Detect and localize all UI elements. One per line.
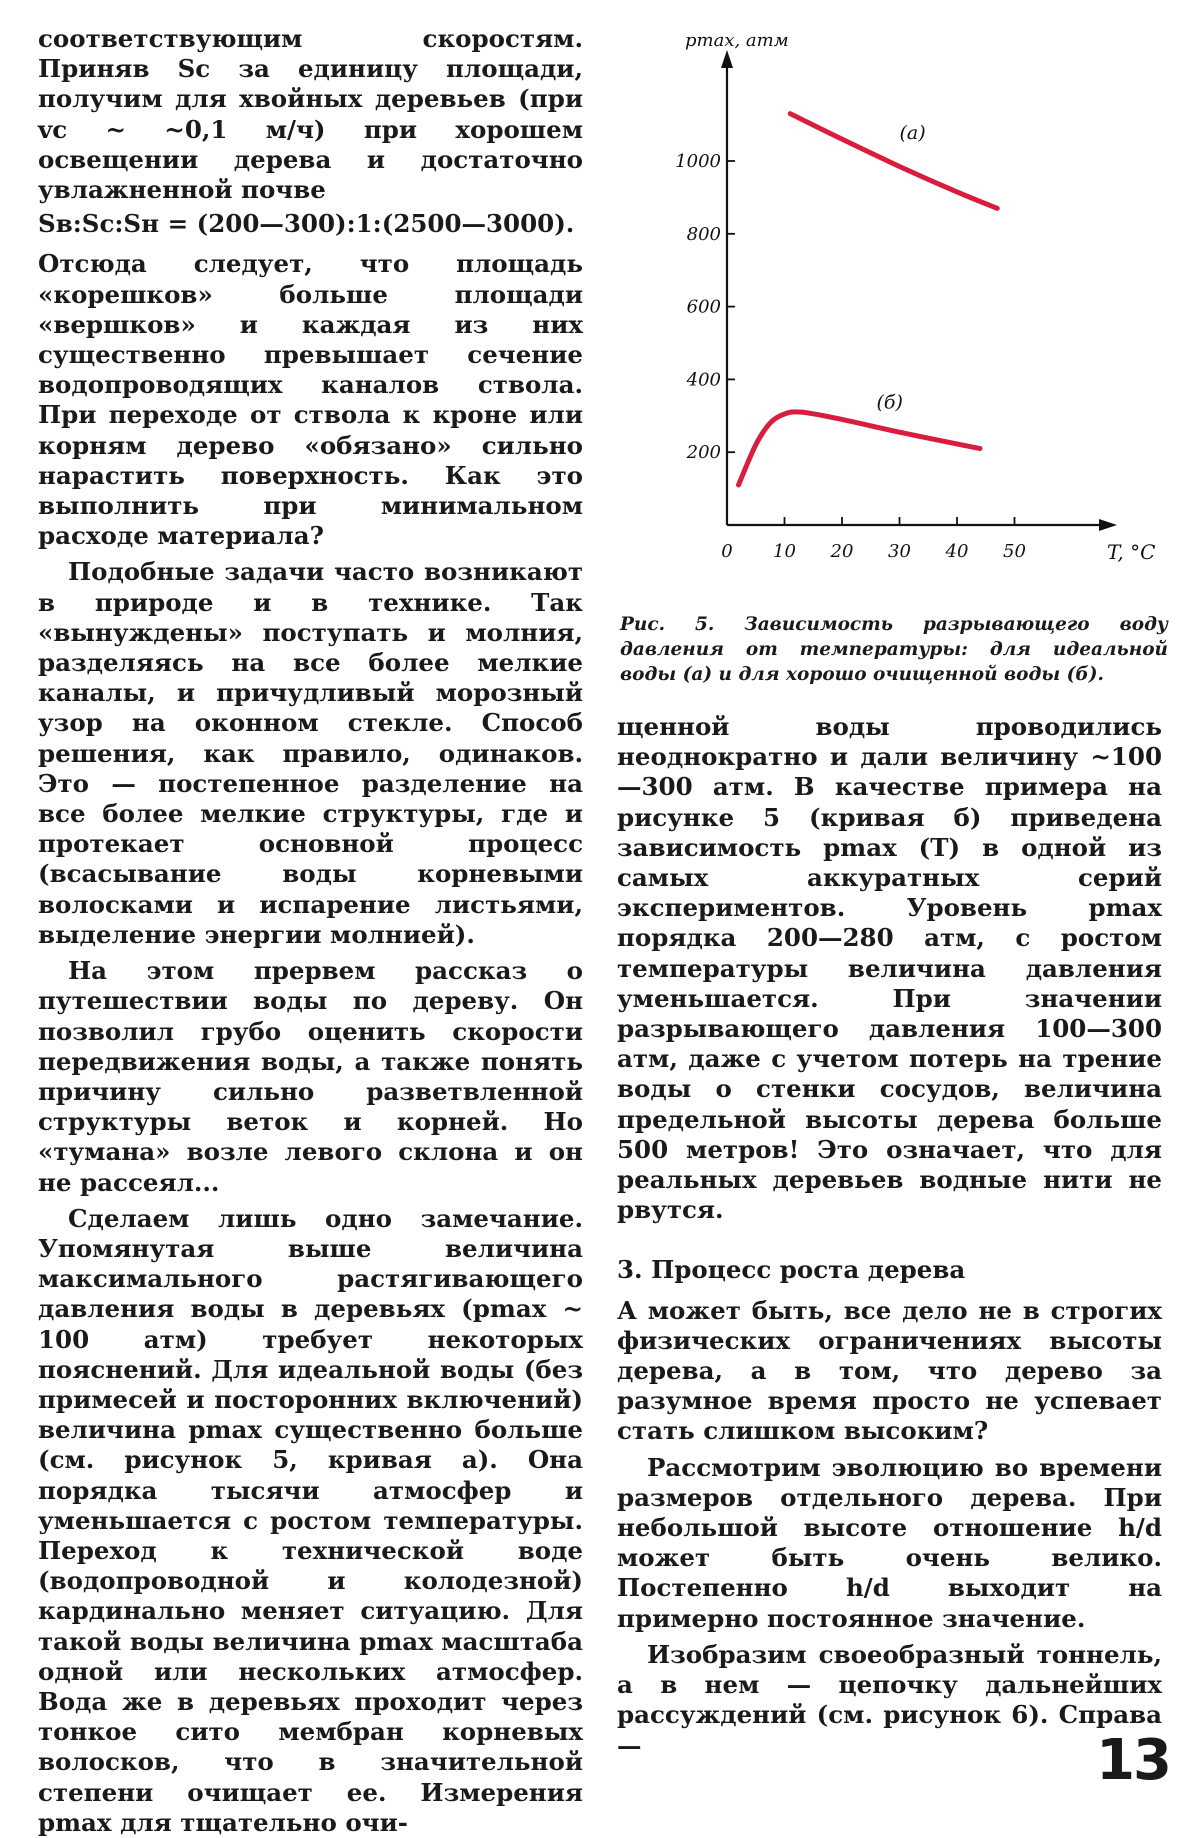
area-ratio-formula: Sв:Sс:Sн = (200—300):1:(2500—3000). xyxy=(38,209,575,239)
left-column xyxy=(38,24,583,1838)
right-paragraph-3: Рассмотрим эволюцию во времени размеров отдельного дерева. При небольшой высоте отношение h/d может быть очень велико. Постепенно h/d выходит на примерно постоянное значение. xyxy=(617,1452,1162,1633)
right-paragraph-2: А может быть, все дело не в строгих физических ограничениях высоты дерева, а в том, что дерево за разумное время просто не успевает стать слишком высоким? xyxy=(617,1295,1162,1446)
figure-5-chart xyxy=(612,20,1172,580)
x-axis-arrow xyxy=(1099,519,1117,531)
x-tick-label: 0 xyxy=(721,541,733,562)
right-paragraph-1: щенной воды проводились неоднократно и дали величину ~100—300 атм. В качестве примера на рисунке 5 (кривая б) приведена зависимость pmax (T) в одной из самых аккуратных серий экспериментов. Уровень pmax порядка 200—280 атм, с ростом температуры величина давления уменьшается. При значении разрывающего давления 100—300 атм, даже с учетом потерь на трение воды о стенки сосудов, величина предельной высоты дерева больше 500 метров! Это означает, что для реальных деревьев водные нити не рвутся. xyxy=(617,712,1162,1225)
page-number: 13 xyxy=(1096,1728,1170,1793)
y-tick-label: 800 xyxy=(686,223,721,245)
left-paragraph-5: Сделаем лишь одно замечание. Упомянутая выше величина максимального растягивающего давления воды в деревьях (pmax ~ 100 атм) требует некоторых пояснений. Для идеальной воды (без примесей и посторонних включений) величина pmax существенно больше (см. рисунок 5, кривая a). Она порядка тысячи атмосфер и уменьшается с ростом температуры. Переход к технической воде (водопроводной и колодезной) кардинально меняет ситуацию. Для такой воды величина pmax масштаба одной или нескольких атмосфер. Вода же в деревьях проходит через тонкое сито мембран корневых волосков, что в значительной степени очищает ее. Измерения pmax для тщательно очи- xyxy=(38,1203,583,1837)
left-paragraph-3: Подобные задачи часто возникают в природе и в технике. Так «вынуждены» поступать и молния, разделяясь на все более мелкие каналы, и причудливый морозный узор на оконном стекле. Способ решения, как правило, одинаков. Это — постепенное разделение на все более мелкие структуры, где и протекает основной процесс (всасывание воды корневыми волосками и испарение листьями, выделение энергии молнией). xyxy=(38,557,583,949)
figure-5-caption: Рис. 5. Зависимость разрывающего воду давления от температуры: для идеальной воды (а) и для хорошо очищенной воды (б). xyxy=(620,614,1168,685)
chart-svg xyxy=(612,20,1172,580)
section-heading: 3. Процесс роста дерева xyxy=(617,1255,966,1285)
y-tick-label: 1000 xyxy=(675,151,721,172)
y-tick-label: 600 xyxy=(686,296,721,318)
series-label-b: (б) xyxy=(876,391,903,414)
x-tick-label: 10 xyxy=(773,541,796,562)
series-line-b xyxy=(739,412,981,485)
left-paragraph-1: соответствующим скоростям. Приняв Sс за единицу площади, получим для хвойных деревьев (при vс ~ ~0,1 м/ч) при хорошем освещении дерева и достаточно увлажненной почве xyxy=(38,24,583,205)
x-tick-label: 40 xyxy=(945,541,969,562)
x-tick-label: 50 xyxy=(1003,541,1026,562)
series-line-a xyxy=(790,114,997,209)
x-axis-label: T, °C xyxy=(1107,540,1156,564)
y-tick-label: 400 xyxy=(686,369,721,391)
x-tick-label: 20 xyxy=(830,541,854,562)
y-axis-label: pmax, атм xyxy=(685,30,789,51)
x-tick-label: 30 xyxy=(888,541,911,562)
left-paragraph-4: На этом прервем рассказ о путешествии воды по дереву. Он позволил грубо оценить скорости передвижения воды, а также понять причину сильно разветвленной структуры веток и корней. Но «тумана» возле левого склона и он не рассеял... xyxy=(38,956,583,1197)
left-paragraph-2: Отсюда следует, что площадь «корешков» больше площади «вершков» и каждая из них существенно превышает сечение водопроводящих каналов ствола. При переходе от ствола к кроне или корням дерево «обязано» сильно нарастить поверхность. Как это выполнить при минимальном расходе материала? xyxy=(38,249,583,551)
right-paragraph-4: Изобразим своеобразный тоннель, а в нем — цепочку дальнейших рассуждений (см. рисунок 6). Справа — xyxy=(617,1639,1162,1760)
right-column xyxy=(617,712,1162,1761)
y-tick-label: 200 xyxy=(686,442,721,464)
y-axis-arrow xyxy=(721,50,733,68)
series-label-a: (а) xyxy=(899,122,926,145)
